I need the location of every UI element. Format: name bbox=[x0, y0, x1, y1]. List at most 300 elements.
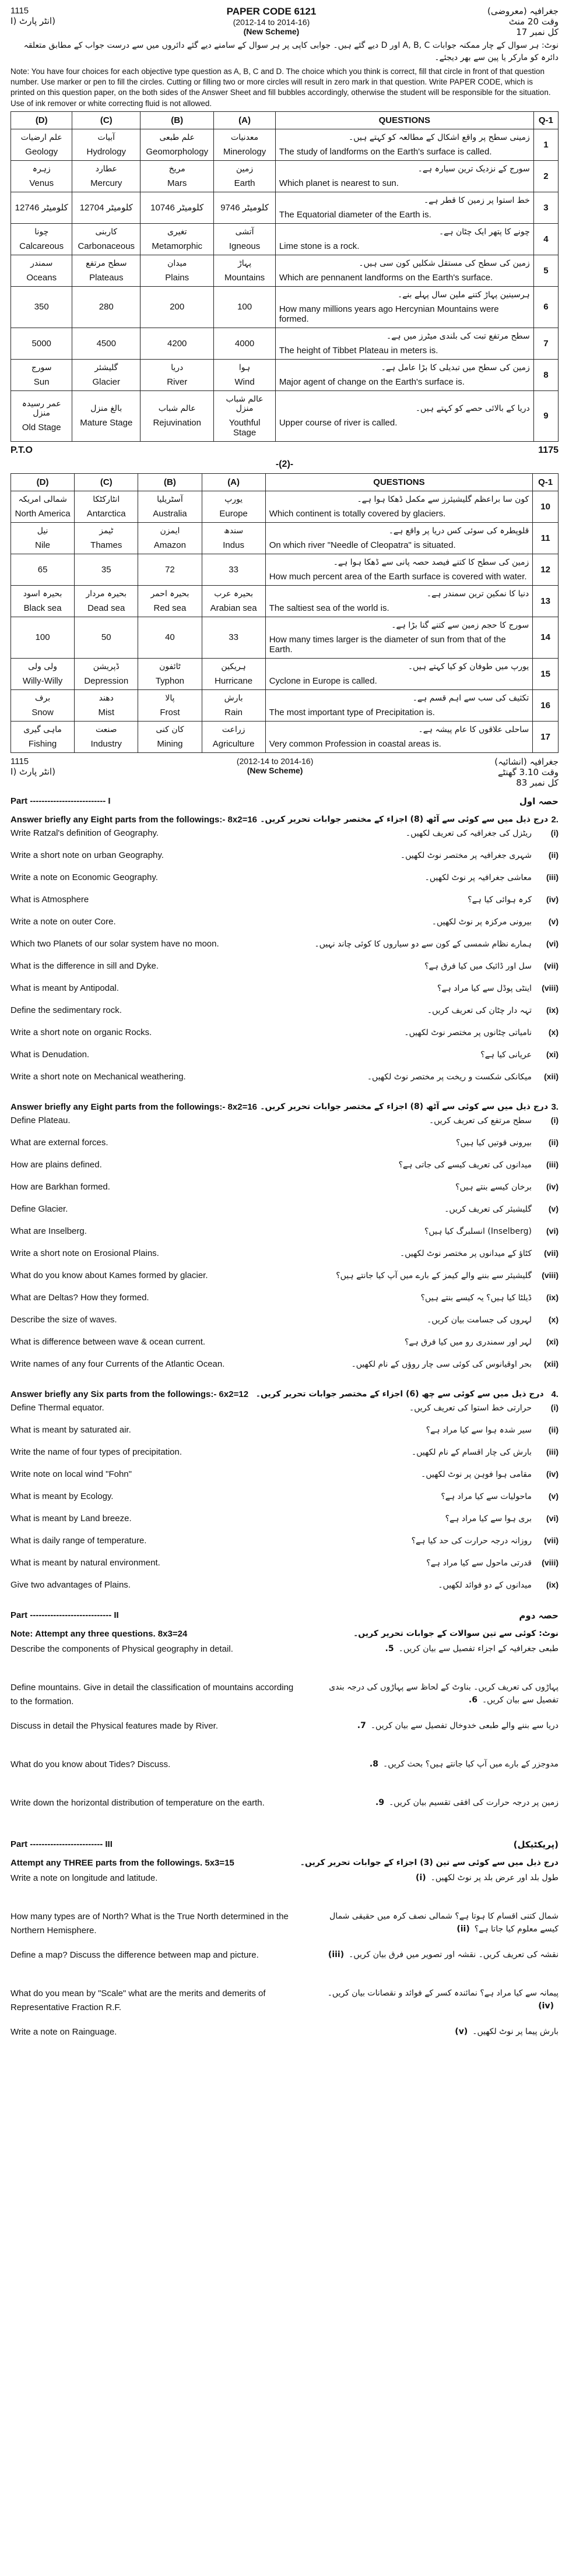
option-urdu: گلیشئر bbox=[94, 363, 118, 372]
paper-code: PAPER CODE 6121 bbox=[226, 6, 317, 17]
question-english: The most important type of Precipitation is. bbox=[269, 707, 435, 717]
item-number: (iii) bbox=[328, 1949, 345, 1959]
question-main-number: 3. bbox=[551, 1102, 559, 1112]
item-number: (vi) bbox=[546, 1226, 559, 1236]
question-cell bbox=[265, 491, 533, 522]
scheme: (New Scheme) bbox=[243, 27, 300, 36]
question-cell bbox=[265, 721, 533, 752]
item-english: What do you know about Tides? Discuss. bbox=[10, 1759, 171, 1769]
header-qnum: Q-1 bbox=[533, 473, 559, 491]
item-urdu: اینٹی پوڈل سے کیا مراد ہے؟ bbox=[437, 983, 532, 993]
question-number: 6 bbox=[533, 286, 558, 328]
option-a bbox=[214, 390, 275, 441]
item-urdu: گلیشیئر کی تعریف کریں۔ bbox=[444, 1204, 532, 1214]
header-option-d: (D) bbox=[11, 111, 72, 129]
question-urdu: چونے کا پتھر ایک چٹان ہے۔ bbox=[438, 227, 530, 237]
part-label-urdu: حصہ دوم bbox=[519, 1610, 559, 1621]
option-urdu: عطارد bbox=[95, 164, 117, 174]
option-text: Antarctica bbox=[86, 508, 126, 519]
option-urdu: چونا bbox=[34, 227, 49, 237]
objective-table bbox=[10, 473, 559, 753]
option-d bbox=[11, 223, 72, 255]
item-english: What do you know about Kames formed by glacier. bbox=[10, 1270, 208, 1280]
item-english: What is meant by Antipodal. bbox=[10, 983, 119, 993]
question-urdu: زمینی سطح پر واقع اشکال کے مطالعہ کو کہتے ہیں۔ bbox=[349, 132, 530, 142]
option-b bbox=[138, 658, 202, 689]
part-note bbox=[10, 1629, 559, 1639]
option-text: Wind bbox=[234, 376, 255, 387]
item-urdu: میدانوں کی تعریف کیسے کی جاتی ہے؟ bbox=[398, 1160, 532, 1170]
question-number: 9 bbox=[533, 390, 558, 441]
item-english: Define Plateau. bbox=[10, 1115, 71, 1125]
item-number: (ii) bbox=[548, 1137, 559, 1147]
item-urdu bbox=[317, 2025, 559, 2060]
item-urdu bbox=[317, 1681, 559, 1716]
question-english: Cyclone in Europe is called. bbox=[269, 675, 377, 686]
item-english: Define Thermal equator. bbox=[10, 1402, 104, 1413]
question-number: 13 bbox=[533, 585, 559, 617]
item-number: (iv) bbox=[546, 1181, 559, 1191]
item-english: Write a note on longitude and latitude. bbox=[10, 1873, 158, 1883]
option-text: Geology bbox=[25, 146, 58, 157]
item-urdu-text: طول بلد اور عرض بلد پر نوٹ لکھیں۔ bbox=[430, 1873, 559, 1882]
item-urdu-text: پیمانہ سے کیا مراد ہے؟ نمائندہ کسر کے فوائد و نقصانات بیان کریں۔ bbox=[327, 1988, 559, 1998]
item-number: (i) bbox=[416, 1873, 426, 1882]
item-english: What are external forces. bbox=[10, 1137, 108, 1148]
part-i-label-urdu: حصہ اول bbox=[519, 796, 559, 807]
option-a bbox=[202, 522, 265, 554]
part-note bbox=[10, 1858, 559, 1868]
option-a bbox=[214, 359, 275, 390]
item-english: What is Denudation. bbox=[10, 1049, 90, 1060]
item-number: (xii) bbox=[544, 1071, 559, 1081]
item-urdu: معاشی جغرافیہ پر نوٹ لکھیں۔ bbox=[424, 872, 532, 882]
table-row bbox=[11, 491, 559, 522]
list-item bbox=[10, 983, 559, 1005]
option-b bbox=[138, 721, 202, 752]
question-urdu: دنیا کا نمکین ترین سمندر ہے۔ bbox=[426, 589, 529, 599]
option-urdu: ٹیمز bbox=[99, 526, 114, 536]
option-a bbox=[214, 286, 275, 328]
title-urdu: درج ذیل میں سے کوئی سے چھ (6) اجزاء کے مختصر جوابات تحریر کریں۔ bbox=[255, 1389, 544, 1399]
list-item bbox=[10, 1447, 559, 1469]
list-item bbox=[10, 1271, 559, 1293]
option-a bbox=[202, 721, 265, 752]
option-urdu: علم ارضیات bbox=[20, 132, 62, 142]
item-number: (iv) bbox=[538, 2001, 554, 2011]
option-d bbox=[11, 160, 72, 192]
option-urdu: علم طبعی bbox=[159, 132, 195, 142]
option-text: Hurricane bbox=[215, 675, 253, 686]
item-urdu: قدرتی ماحول سے کیا مراد ہے؟ bbox=[426, 1558, 532, 1568]
item-urdu: سیر شدہ ہوا سے کیا مراد ہے؟ bbox=[426, 1425, 532, 1435]
question-urdu: سطح مرتفع تبت کی بلندی میٹرز میں ہے۔ bbox=[387, 331, 530, 341]
header-qnum: Q-1 bbox=[533, 111, 558, 129]
paper-header bbox=[10, 756, 559, 788]
item-urdu bbox=[317, 1758, 559, 1793]
list-item bbox=[10, 1719, 559, 1754]
option-text: Rejuvination bbox=[153, 418, 201, 428]
item-english: What are Deltas? How they formed. bbox=[10, 1292, 149, 1303]
question-urdu: قلوپطرہ کی سوئی کس دریا پر واقع ہے۔ bbox=[388, 526, 529, 536]
instructions-urdu: نوٹ: ہر سوال کے چار ممکنہ جوابات A, B, C اور D دیے گئے ہیں۔ جوابی کاپی پر ہر سوال کے سامنے دیے گئے دائروں میں سے درست جواب کے مطابق متعلقہ دائرہ کو مارکر یا پین سے بھر دیجئے۔ bbox=[23, 41, 559, 62]
item-english: Write a short note on urban Geography. bbox=[10, 850, 164, 860]
table-header-row bbox=[11, 111, 559, 129]
note-urdu: نوٹ: کوئی سے تین سوالات کے جوابات تحریر کریں۔ bbox=[353, 1628, 559, 1638]
option-c bbox=[75, 585, 138, 617]
option-d bbox=[11, 328, 72, 359]
item-urdu: روزانہ درجہ حرارت کی حد کیا ہے؟ bbox=[411, 1536, 532, 1546]
item-urdu: بیرونی قوتیں کیا ہیں؟ bbox=[456, 1138, 532, 1148]
item-urdu-text: نقشہ کی تعریف کریں۔ نقشہ اور تصویر میں فرق بیان کریں۔ bbox=[349, 1949, 559, 1959]
question-urdu: دریا کے بالائی حصے کو کہتے ہیں۔ bbox=[415, 404, 530, 414]
option-urdu: عمر رسیدہ منزل bbox=[22, 399, 61, 418]
item-urdu bbox=[317, 1910, 559, 1945]
paper-header bbox=[10, 6, 559, 37]
item-number: (i) bbox=[550, 1115, 559, 1125]
header-right bbox=[487, 6, 559, 37]
option-c bbox=[72, 390, 141, 441]
part-i-title bbox=[10, 796, 559, 807]
list-item bbox=[10, 1248, 559, 1271]
option-text: Thames bbox=[90, 540, 122, 550]
option-a bbox=[214, 129, 275, 160]
option-text: Mercury bbox=[90, 178, 122, 188]
option-urdu: بحیرہ احمر bbox=[150, 589, 189, 599]
option-d bbox=[11, 617, 75, 658]
item-english: Which two Planets of our solar system have no moon. bbox=[10, 938, 219, 949]
item-english: What is meant by Ecology. bbox=[10, 1491, 114, 1501]
item-urdu: برخان کیسے بنتے ہیں؟ bbox=[455, 1182, 532, 1192]
question-number: 11 bbox=[533, 522, 559, 554]
question-cell bbox=[265, 522, 533, 554]
item-english: How are Barkhan formed. bbox=[10, 1181, 110, 1192]
option-d bbox=[11, 585, 75, 617]
option-text: 72 bbox=[165, 564, 175, 575]
question-english: The saltiest sea of the world is. bbox=[269, 603, 389, 613]
option-c bbox=[75, 617, 138, 658]
item-english: Describe the components of Physical geography in detail. bbox=[10, 1644, 233, 1654]
part-label-urdu: (پریکٹیکل) bbox=[513, 1839, 559, 1850]
option-text: 50 bbox=[101, 632, 111, 643]
question-english: Which planet is nearest to sun. bbox=[279, 178, 399, 188]
option-urdu: پہاڑ bbox=[238, 258, 252, 268]
option-text: Snow bbox=[31, 707, 54, 717]
option-text: 4000 bbox=[234, 338, 255, 349]
list-item bbox=[10, 1425, 559, 1447]
list-item bbox=[10, 1359, 559, 1381]
option-text: 12704 کلومیٹر bbox=[79, 203, 133, 213]
option-c bbox=[72, 286, 141, 328]
option-text: Geomorphology bbox=[146, 146, 209, 157]
option-text: Fishing bbox=[28, 738, 57, 749]
question-urdu: یورپ میں طوفان کو کیا کہتے ہیں۔ bbox=[408, 661, 529, 671]
option-a bbox=[202, 689, 265, 721]
part-label: Part ------------------------- III bbox=[10, 1839, 113, 1849]
item-number: (viii) bbox=[542, 1270, 559, 1280]
option-d bbox=[11, 286, 72, 328]
item-urdu: سطح مرتفع کی تعریف کریں۔ bbox=[429, 1115, 532, 1125]
option-a bbox=[202, 658, 265, 689]
question-english: Which continent is totally covered by glaciers. bbox=[269, 508, 446, 519]
question-english: How many times larger is the diameter of sun from that of the Earth. bbox=[269, 634, 506, 654]
option-urdu: ہریکین bbox=[221, 661, 246, 671]
list-item bbox=[10, 1182, 559, 1204]
item-english: Write a note on Rainguage. bbox=[10, 2026, 117, 2037]
option-text: 5000 bbox=[31, 338, 51, 349]
question-english: Major agent of change on the Earth's surface is. bbox=[279, 376, 465, 387]
list-item bbox=[10, 961, 559, 983]
option-urdu: دھند bbox=[99, 693, 114, 703]
question-english: On which river "Needle of Cleopatra" is situated. bbox=[269, 540, 456, 550]
option-c bbox=[75, 689, 138, 721]
item-urdu-text: طبعی جغرافیہ کے اجزاء تفصیل سے بیان کریں۔ bbox=[398, 1644, 559, 1653]
list-item bbox=[10, 1403, 559, 1425]
option-urdu: سمندر bbox=[30, 258, 53, 268]
option-d bbox=[11, 192, 72, 223]
table-header-row bbox=[11, 473, 559, 491]
option-urdu: برف bbox=[35, 693, 51, 703]
option-text: River bbox=[167, 376, 188, 387]
session: (2012-14 to 2014-16) bbox=[233, 17, 310, 27]
table-row bbox=[11, 721, 559, 752]
question-main-number: 2. bbox=[551, 814, 559, 825]
question-urdu: زمین کی سطح کا کتنے فیصد حصہ پانی سے ڈھکا ہوا ہے۔ bbox=[333, 557, 529, 567]
option-d bbox=[11, 522, 75, 554]
scheme: (New Scheme) bbox=[247, 765, 303, 775]
page-number: -(2)- bbox=[275, 459, 294, 469]
item-number: (vii) bbox=[544, 960, 559, 970]
option-d bbox=[11, 255, 72, 286]
item-urdu: لہروں کی جسامت بیان کریں۔ bbox=[427, 1315, 532, 1325]
item-urdu: بارش کی چار اقسام کے نام لکھیں۔ bbox=[412, 1447, 532, 1457]
item-urdu bbox=[317, 1719, 559, 1754]
option-text: Typhon bbox=[155, 675, 185, 686]
question-title bbox=[10, 1389, 559, 1399]
option-b bbox=[141, 129, 214, 160]
item-urdu: کرہ ہوائی کیا ہے؟ bbox=[468, 895, 532, 905]
option-urdu: آسٹریلیا bbox=[157, 494, 183, 504]
option-text: Mining bbox=[157, 738, 183, 749]
list-item bbox=[10, 1072, 559, 1094]
option-b bbox=[141, 160, 214, 192]
option-b bbox=[141, 286, 214, 328]
option-text: Mars bbox=[167, 178, 187, 188]
option-urdu: بحیرہ عرب bbox=[214, 589, 253, 599]
item-english: Discuss in detail the Physical features made by River. bbox=[10, 1720, 218, 1731]
option-urdu: شمالی امریکہ bbox=[18, 494, 67, 504]
header-option-c: (C) bbox=[75, 473, 138, 491]
option-urdu: ولی ولی bbox=[28, 661, 57, 671]
option-a bbox=[214, 160, 275, 192]
question-english: How much percent area of the Earth surface is covered with water. bbox=[269, 571, 527, 582]
option-c bbox=[72, 255, 141, 286]
item-urdu: تہہ دار چٹان کی تعریف کریں۔ bbox=[427, 1005, 532, 1015]
item-number: (i) bbox=[550, 828, 559, 837]
list-item bbox=[10, 895, 559, 917]
option-text: Mountains bbox=[224, 272, 265, 283]
list-item bbox=[10, 1758, 559, 1793]
option-d bbox=[11, 689, 75, 721]
option-d bbox=[11, 554, 75, 585]
item-urdu-text: دریا سے بننے والے طبعی خدوخال تفصیل سے بیان کریں۔ bbox=[370, 1720, 559, 1730]
option-urdu: بحیرہ مردار bbox=[86, 589, 127, 599]
option-urdu: بحیرہ اسود bbox=[23, 589, 62, 599]
option-text: Calcareous bbox=[19, 241, 64, 251]
option-c bbox=[75, 658, 138, 689]
list-item bbox=[10, 1871, 559, 1906]
option-text: Oceans bbox=[26, 272, 57, 283]
header-option-c: (C) bbox=[72, 111, 141, 129]
item-urdu: ڈیلٹا کیا ہیں؟ یہ کیسے بنتے ہیں؟ bbox=[420, 1293, 532, 1303]
option-text: Arabian sea bbox=[210, 603, 257, 613]
option-a bbox=[202, 491, 265, 522]
question-cell bbox=[275, 328, 533, 359]
list-item bbox=[10, 1160, 559, 1182]
option-b bbox=[138, 689, 202, 721]
list-item bbox=[10, 939, 559, 961]
item-english: How many types are of North? What is the True North determined in the Northern Hemisphere. bbox=[10, 1911, 289, 1935]
question-english: How many millions years ago Hercynian Mountains were formed. bbox=[279, 304, 499, 324]
item-urdu-text: پہاڑوں کی تعریف کریں۔ بناوٹ کے لحاظ سے پہاڑوں کی درجہ بندی تفصیل سے بیان کریں۔ bbox=[329, 1682, 559, 1705]
list-item bbox=[10, 850, 559, 872]
list-item bbox=[10, 1681, 559, 1716]
option-text: Red sea bbox=[153, 603, 187, 613]
header-right bbox=[494, 756, 559, 788]
item-number: (viii) bbox=[542, 983, 559, 993]
item-urdu: ماحولیات سے کیا مراد ہے؟ bbox=[441, 1491, 532, 1501]
question-number: 2 bbox=[533, 160, 558, 192]
table-row bbox=[11, 160, 559, 192]
option-urdu: صنعت bbox=[95, 724, 117, 734]
item-urdu-text: بارش پیما پر نوٹ لکھیں۔ bbox=[472, 2026, 559, 2036]
question-cell bbox=[265, 554, 533, 585]
item-urdu: کٹاؤ کے میدانوں پر مختصر نوٹ لکھیں۔ bbox=[400, 1248, 532, 1258]
item-urdu: سل اور ڈائیک میں کیا فرق ہے؟ bbox=[424, 961, 532, 971]
table-row bbox=[11, 129, 559, 160]
option-d bbox=[11, 658, 75, 689]
option-b bbox=[141, 255, 214, 286]
option-b bbox=[138, 585, 202, 617]
session: (2012-14 to 2014-16) bbox=[236, 756, 314, 766]
item-english: What is the difference in sill and Dyke. bbox=[10, 960, 159, 971]
time-allowed: وقت 20 منٹ bbox=[508, 16, 559, 27]
item-english: Define a map? Discuss the difference between map and picture. bbox=[10, 1949, 259, 1960]
option-c bbox=[72, 223, 141, 255]
item-urdu: بحر اوقیانوس کی کوئی سی چار روؤں کے نام لکھیں۔ bbox=[351, 1359, 532, 1369]
question-number: 4 bbox=[533, 223, 558, 255]
option-text: Nile bbox=[35, 540, 50, 550]
item-number: (iii) bbox=[546, 1159, 559, 1169]
list-item bbox=[10, 1027, 559, 1050]
option-text: Mist bbox=[98, 707, 114, 717]
option-urdu: میدان bbox=[167, 258, 187, 268]
option-text: Willy-Willy bbox=[22, 675, 63, 686]
part-i-label: Part -------------------------- I bbox=[10, 796, 111, 806]
item-english: Write a short note on organic Rocks. bbox=[10, 1027, 152, 1037]
item-number: (vii) bbox=[544, 1248, 559, 1258]
option-a bbox=[214, 255, 275, 286]
option-b bbox=[141, 223, 214, 255]
item-number: (ix) bbox=[546, 1292, 559, 1302]
header-option-a: (A) bbox=[202, 473, 265, 491]
option-text: Sun bbox=[33, 376, 50, 387]
objective-table bbox=[10, 111, 559, 442]
option-d bbox=[11, 129, 72, 160]
item-english: Define Glacier. bbox=[10, 1203, 68, 1214]
question-cell bbox=[275, 359, 533, 390]
note-english: Note: Attempt any three questions. 8x3=24 bbox=[10, 1628, 188, 1639]
table-row bbox=[11, 223, 559, 255]
list-item bbox=[10, 1536, 559, 1558]
table-row bbox=[11, 689, 559, 721]
option-b bbox=[141, 328, 214, 359]
question-cell bbox=[265, 617, 533, 658]
option-text: Youthful Stage bbox=[229, 417, 261, 438]
title-english: Answer briefly any Eight parts from the followings:- 8x2=16 bbox=[10, 1102, 258, 1112]
item-urdu: ریٹزل کی جغرافیہ کی تعریف لکھیں۔ bbox=[405, 828, 532, 838]
question-number: 15 bbox=[533, 658, 559, 689]
option-text: 350 bbox=[34, 302, 49, 312]
question-cell bbox=[275, 223, 533, 255]
option-urdu: ایمزن bbox=[160, 526, 180, 536]
option-text: 9746 کلومیٹر bbox=[220, 203, 269, 213]
list-item bbox=[10, 1293, 559, 1315]
item-urdu bbox=[317, 1871, 559, 1906]
item-number: (ii) bbox=[548, 1424, 559, 1434]
option-text: 65 bbox=[37, 564, 48, 575]
table-row bbox=[11, 617, 559, 658]
list-item bbox=[10, 828, 559, 850]
option-a bbox=[214, 223, 275, 255]
question-cell bbox=[265, 689, 533, 721]
table-row bbox=[11, 255, 559, 286]
option-text: Minerology bbox=[223, 146, 266, 157]
list-item bbox=[10, 872, 559, 895]
item-urdu bbox=[317, 1796, 559, 1831]
item-number: 8. bbox=[369, 1759, 378, 1769]
item-english: Write a short note on Erosional Plains. bbox=[10, 1248, 159, 1258]
question-cell bbox=[265, 658, 533, 689]
item-number: (iii) bbox=[546, 1447, 559, 1456]
question-urdu: سورج کے نزدیک ترین سیارہ ہے۔ bbox=[417, 164, 530, 174]
option-text: Dead sea bbox=[87, 603, 125, 613]
instructions-english: Note: You have four choices for each objective type question as A, B, C and D. The choice which you think is correct, fill that circle in front of that question number. Use marker or pen to fill the circles. Cutting or filling two or more circles will result in zero mark in that question. Write PAPER CODE, which is printed on this question paper, on the both sides of the Answer Sheet and fill bubbles accordingly, otherwise the student will be responsible for the situation. Use of ink remover or white correcting fluid is not allowed. bbox=[10, 67, 551, 108]
option-text: 35 bbox=[101, 564, 111, 575]
item-english: Describe the size of waves. bbox=[10, 1314, 117, 1325]
item-english: Write the name of four types of precipitation. bbox=[10, 1447, 182, 1457]
option-text: Old Stage bbox=[22, 423, 61, 433]
option-text: 12746 کلومیٹر bbox=[15, 203, 68, 213]
paper-class: (انٹر پارٹ (I bbox=[10, 766, 55, 777]
option-text: Plains bbox=[165, 272, 189, 283]
option-a bbox=[214, 328, 275, 359]
page-separator bbox=[10, 445, 559, 456]
question-urdu: زمین کی سطح میں تبدیلی کا بڑا عامل ہے۔ bbox=[381, 363, 530, 372]
option-text: 33 bbox=[229, 564, 238, 575]
table-row bbox=[11, 658, 559, 689]
option-a bbox=[202, 554, 265, 585]
item-number: (i) bbox=[550, 1402, 559, 1412]
option-urdu: نیل bbox=[37, 526, 48, 536]
header-option-b: (B) bbox=[138, 473, 202, 491]
option-c bbox=[75, 721, 138, 752]
question-cell bbox=[275, 129, 533, 160]
pto: P.T.O bbox=[10, 445, 33, 455]
item-urdu: بیرونی مرکزہ پر نوٹ لکھیں۔ bbox=[431, 917, 532, 927]
option-text: 10746 کلومیٹر bbox=[150, 203, 204, 213]
item-number: (x) bbox=[548, 1314, 559, 1324]
